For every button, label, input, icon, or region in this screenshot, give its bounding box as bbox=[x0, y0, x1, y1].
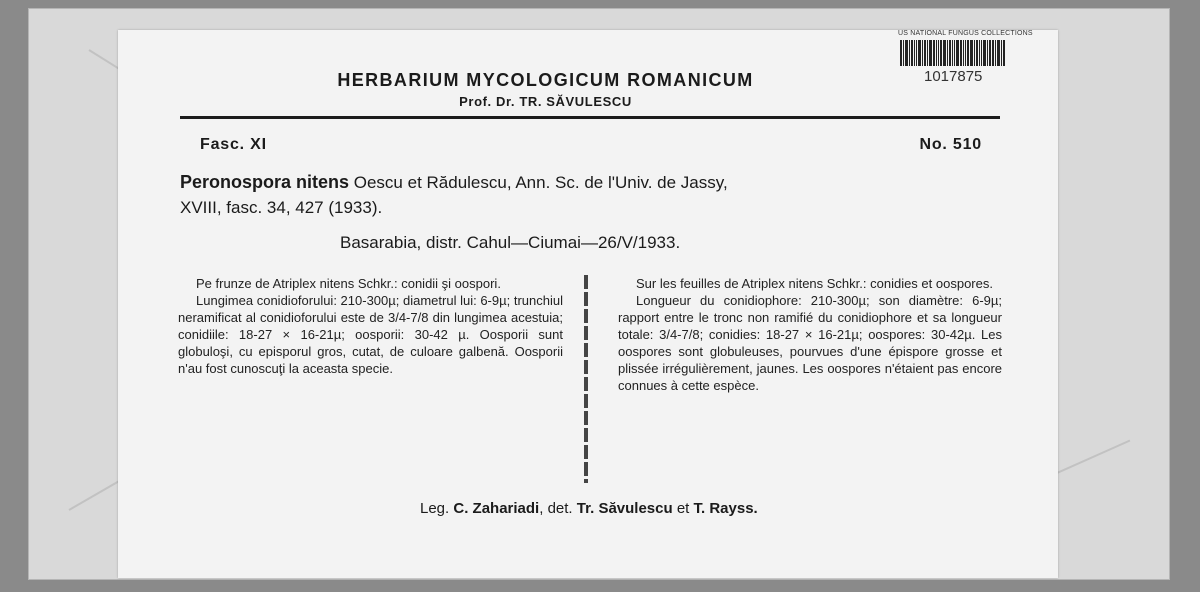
french-description bbox=[618, 275, 1002, 394]
romanian-morphology-paragraph: Lungimea conidioforului: 210-300µ; diametrul lui: 6-9µ; trunchiul neramificat al conidioforului este de 3/4-7/8 din lungimea acestuia; conidiile: 18-27 × 16-21µ; oosporii: 30-42 µ. Oosporii sunt globuloşi, cu episporul gros, cutat, de culoare galbenă. Oosporii n'au fost cunoscuţi la aceasta specie. bbox=[178, 293, 563, 376]
barcode-number: 1017875 bbox=[924, 68, 983, 85]
collector-line bbox=[420, 500, 758, 517]
herbarium-label bbox=[118, 30, 1058, 578]
column-divider bbox=[584, 275, 588, 483]
french-morphology-paragraph: Longueur du conidiophore: 210-300µ; son diamètre: 6-9µ; rapport entre le tronc non ramifié du conidiophore et sa longueur totale: 3/4-7/8; conidies: 18-27 × 16-21µ; oospores: 30-42µ. Les oospores sont globuleuses, pourvues d'une épispore grosse et plissée irrégulièrement, jaunes. Les oospores n'étaient pas encore connues à cette espèce. bbox=[618, 293, 1002, 393]
barcode-icon bbox=[900, 40, 1032, 66]
fascicle-number: Fasc. XI bbox=[200, 136, 267, 153]
species-citation-line-2: XVIII, fasc. 34, 427 (1933). bbox=[180, 198, 383, 217]
romanian-host-paragraph: Pe frunze de Atriplex nitens Schkr.: conidii şi oospori. bbox=[196, 276, 501, 291]
specimen-number: No. 510 bbox=[919, 136, 982, 153]
collector-name: C. Zahariadi bbox=[453, 500, 540, 517]
collection-locality: Basarabia, distr. Cahul—Ciumai—26/V/1933. bbox=[340, 233, 681, 252]
herbarium-title: HERBARIUM MYCOLOGICUM ROMANICUM bbox=[337, 70, 754, 90]
leg-label: Leg. bbox=[420, 500, 454, 517]
determiner-name-2: T. Rayss. bbox=[693, 500, 758, 517]
species-citation-line-1: Oescu et Rădulescu, Ann. Sc. de l'Univ. de Jassy, bbox=[349, 173, 728, 192]
and-label: et bbox=[672, 500, 694, 517]
species-citation bbox=[180, 170, 1000, 220]
barcode-organization: US NATIONAL FUNGUS COLLECTIONS bbox=[898, 30, 1033, 37]
herbarium-editor: Prof. Dr. TR. SĂVULESCU bbox=[459, 94, 632, 109]
det-label: , det. bbox=[539, 500, 577, 517]
french-host-paragraph: Sur les feuilles de Atriplex nitens Schkr.: conidies et oospores. bbox=[636, 276, 993, 291]
determiner-name-1: Tr. Săvulescu bbox=[576, 500, 673, 517]
species-name: Peronospora nitens bbox=[180, 172, 350, 192]
header-divider bbox=[180, 116, 1000, 119]
romanian-description bbox=[178, 275, 563, 377]
